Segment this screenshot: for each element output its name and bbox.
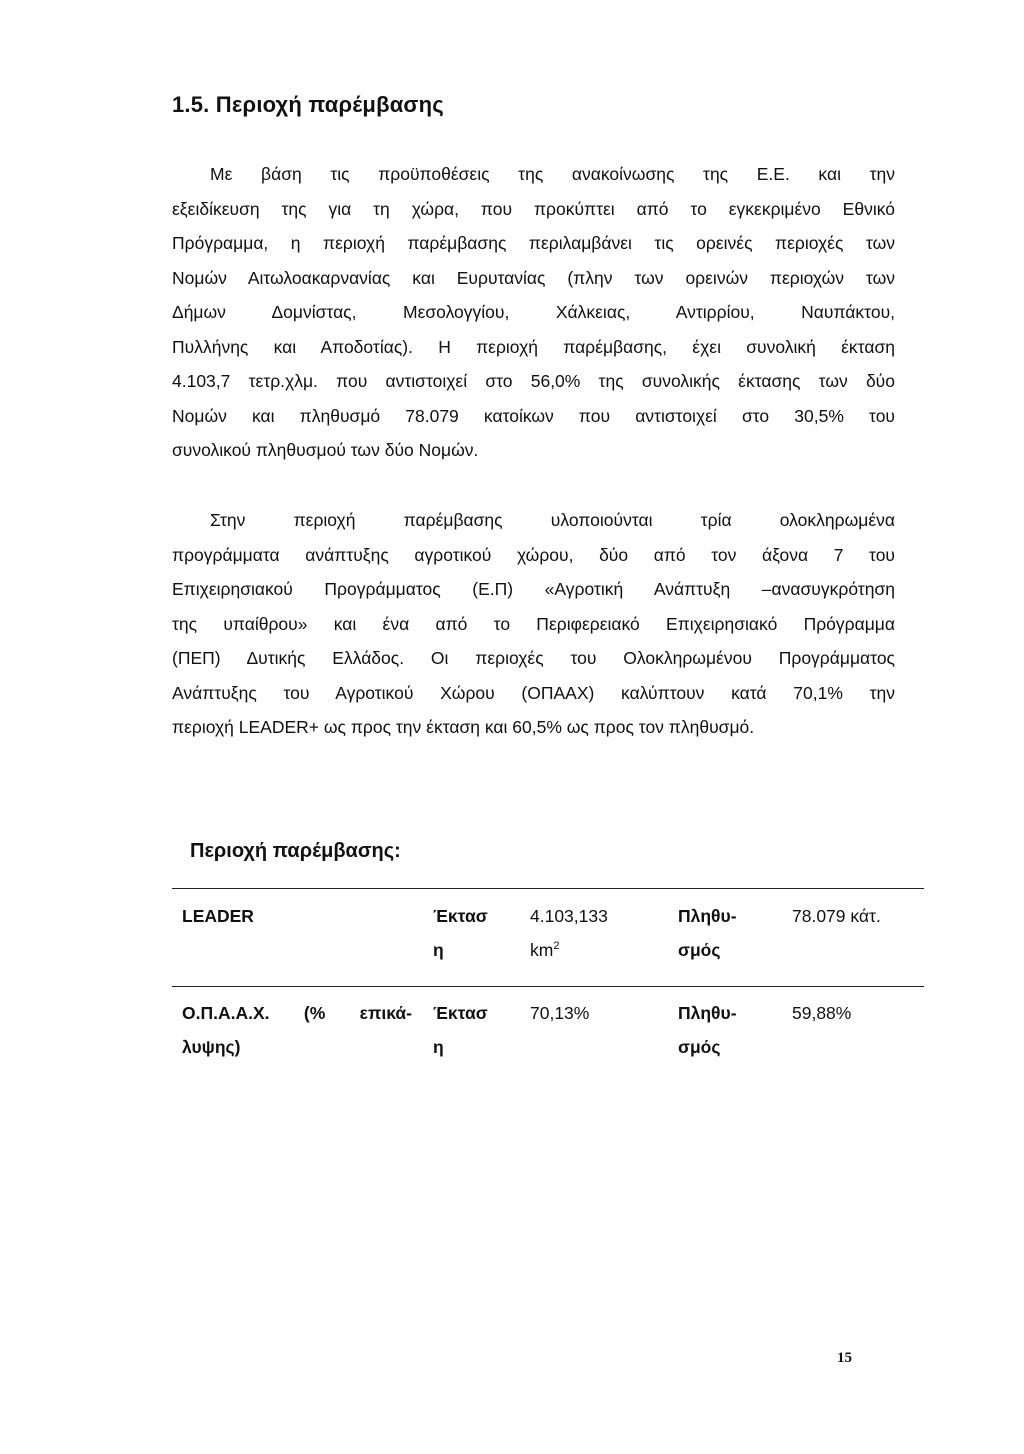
- pop-label-line: σμός: [678, 1037, 721, 1057]
- paragraph-line: συνολικού πληθυσμού των δύο Νομών.: [172, 440, 479, 460]
- table-row-1-area-value: [530, 899, 608, 967]
- paragraph-line: Πρόγραμμα, η περιοχή παρέμβασης περιλαμβάνει τις ορεινές περιοχές των: [172, 233, 895, 253]
- table-row-1-label: LEADER: [182, 906, 254, 926]
- paragraph-line: εξειδίκευση της για τη χώρα, που προκύπτει από το εγκεκριμένο Εθνικό: [172, 198, 895, 219]
- area-label-line: Έκτασ: [433, 1003, 488, 1023]
- paragraph-line: της υπαίθρου» και ένα από το Περιφερειακό Επιχειρησιακό Πρόγραμμα: [172, 613, 895, 634]
- area-unit: km: [530, 940, 554, 960]
- paragraph-line: Πυλλήνης και Αποδοτίας). Η περιοχή παρέμβασης, έχει συνολική έκταση: [172, 336, 895, 357]
- pop-label-line: Πληθυ-: [678, 906, 737, 926]
- pop-label-line: σμός: [678, 940, 721, 960]
- paragraph-line: Ανάπτυξης του Αγροτικού Χώρου (ΟΠΑΑΧ) καλύπτουν κατά 70,1% την: [172, 682, 895, 703]
- table-row-2-pop-label: [678, 996, 737, 1064]
- paragraph-line: 4.103,7 τετρ.χλμ. που αντιστοιχεί στο 56,0% της συνολικής έκτασης των δύο: [172, 371, 895, 391]
- table-divider: [172, 888, 924, 889]
- paragraph-line: Δήμων Δομνίστας, Μεσολογγίου, Χάλκειας, Αντιρρίου, Ναυπάκτου,: [172, 302, 895, 322]
- section-heading: 1.5. Περιοχή παρέμβασης: [172, 92, 444, 117]
- area-table-heading: Περιοχή παρέμβασης:: [190, 840, 401, 862]
- paragraph-line: περιοχή LEADER+ ως προς την έκταση και 60,5% ως προς τον πληθυσμό.: [172, 717, 755, 737]
- area-unit-exponent: 2: [553, 940, 560, 953]
- paragraph-line: προγράμματα ανάπτυξης αγροτικού χώρου, δύο από τον άξονα 7 του: [172, 544, 895, 565]
- table-row-2-area-value: 70,13%: [530, 1003, 590, 1023]
- paragraph-line: Με βάση τις προϋποθέσεις της ανακοίνωσης της Ε.Ε. και την: [210, 164, 895, 184]
- table-row-2-area-label: [433, 996, 508, 1064]
- table-divider: [172, 986, 924, 987]
- table-row-2-pop-value: 59,88%: [792, 1003, 852, 1023]
- table-row-1-area-label: [433, 899, 508, 967]
- paragraph-programmes: [172, 503, 895, 745]
- table-row-1-pop-label: [678, 899, 737, 967]
- pop-label-line: Πληθυ-: [678, 1003, 737, 1023]
- paragraph-line: (ΠΕΠ) Δυτικής Ελλάδος. Οι περιοχές του Ολοκληρωμένου Προγράμματος: [172, 648, 895, 668]
- table-row-1-pop-value: 78.079 κάτ.: [792, 906, 881, 926]
- paragraph-intervention-area: [172, 157, 895, 468]
- table-row-2-label: [182, 996, 422, 1064]
- area-label-line: η: [433, 1037, 444, 1057]
- area-value: 4.103,133: [530, 906, 608, 926]
- area-label-line: η: [433, 940, 444, 960]
- paragraph-line: Επιχειρησιακού Προγράμματος (Ε.Π) «Αγροτική Ανάπτυξη –ανασυγκρότηση: [172, 579, 895, 599]
- paragraph-line: Νομών Αιτωλοακαρνανίας και Ευρυτανίας (πλην των ορεινών περιοχών των: [172, 267, 895, 288]
- paragraph-line: Στην περιοχή παρέμβασης υλοποιούνται τρία ολοκληρωμένα: [210, 510, 895, 530]
- row-label-line: λυψης): [182, 1037, 241, 1057]
- page-number: 15: [837, 1350, 852, 1366]
- row-label-line: Ο.Π.Α.Α.Χ. (% επικά-: [182, 1003, 412, 1023]
- area-label-line: Έκτασ: [433, 906, 488, 926]
- paragraph-line: Νομών και πληθυσμό 78.079 κατοίκων που αντιστοιχεί στο 30,5% του: [172, 405, 895, 426]
